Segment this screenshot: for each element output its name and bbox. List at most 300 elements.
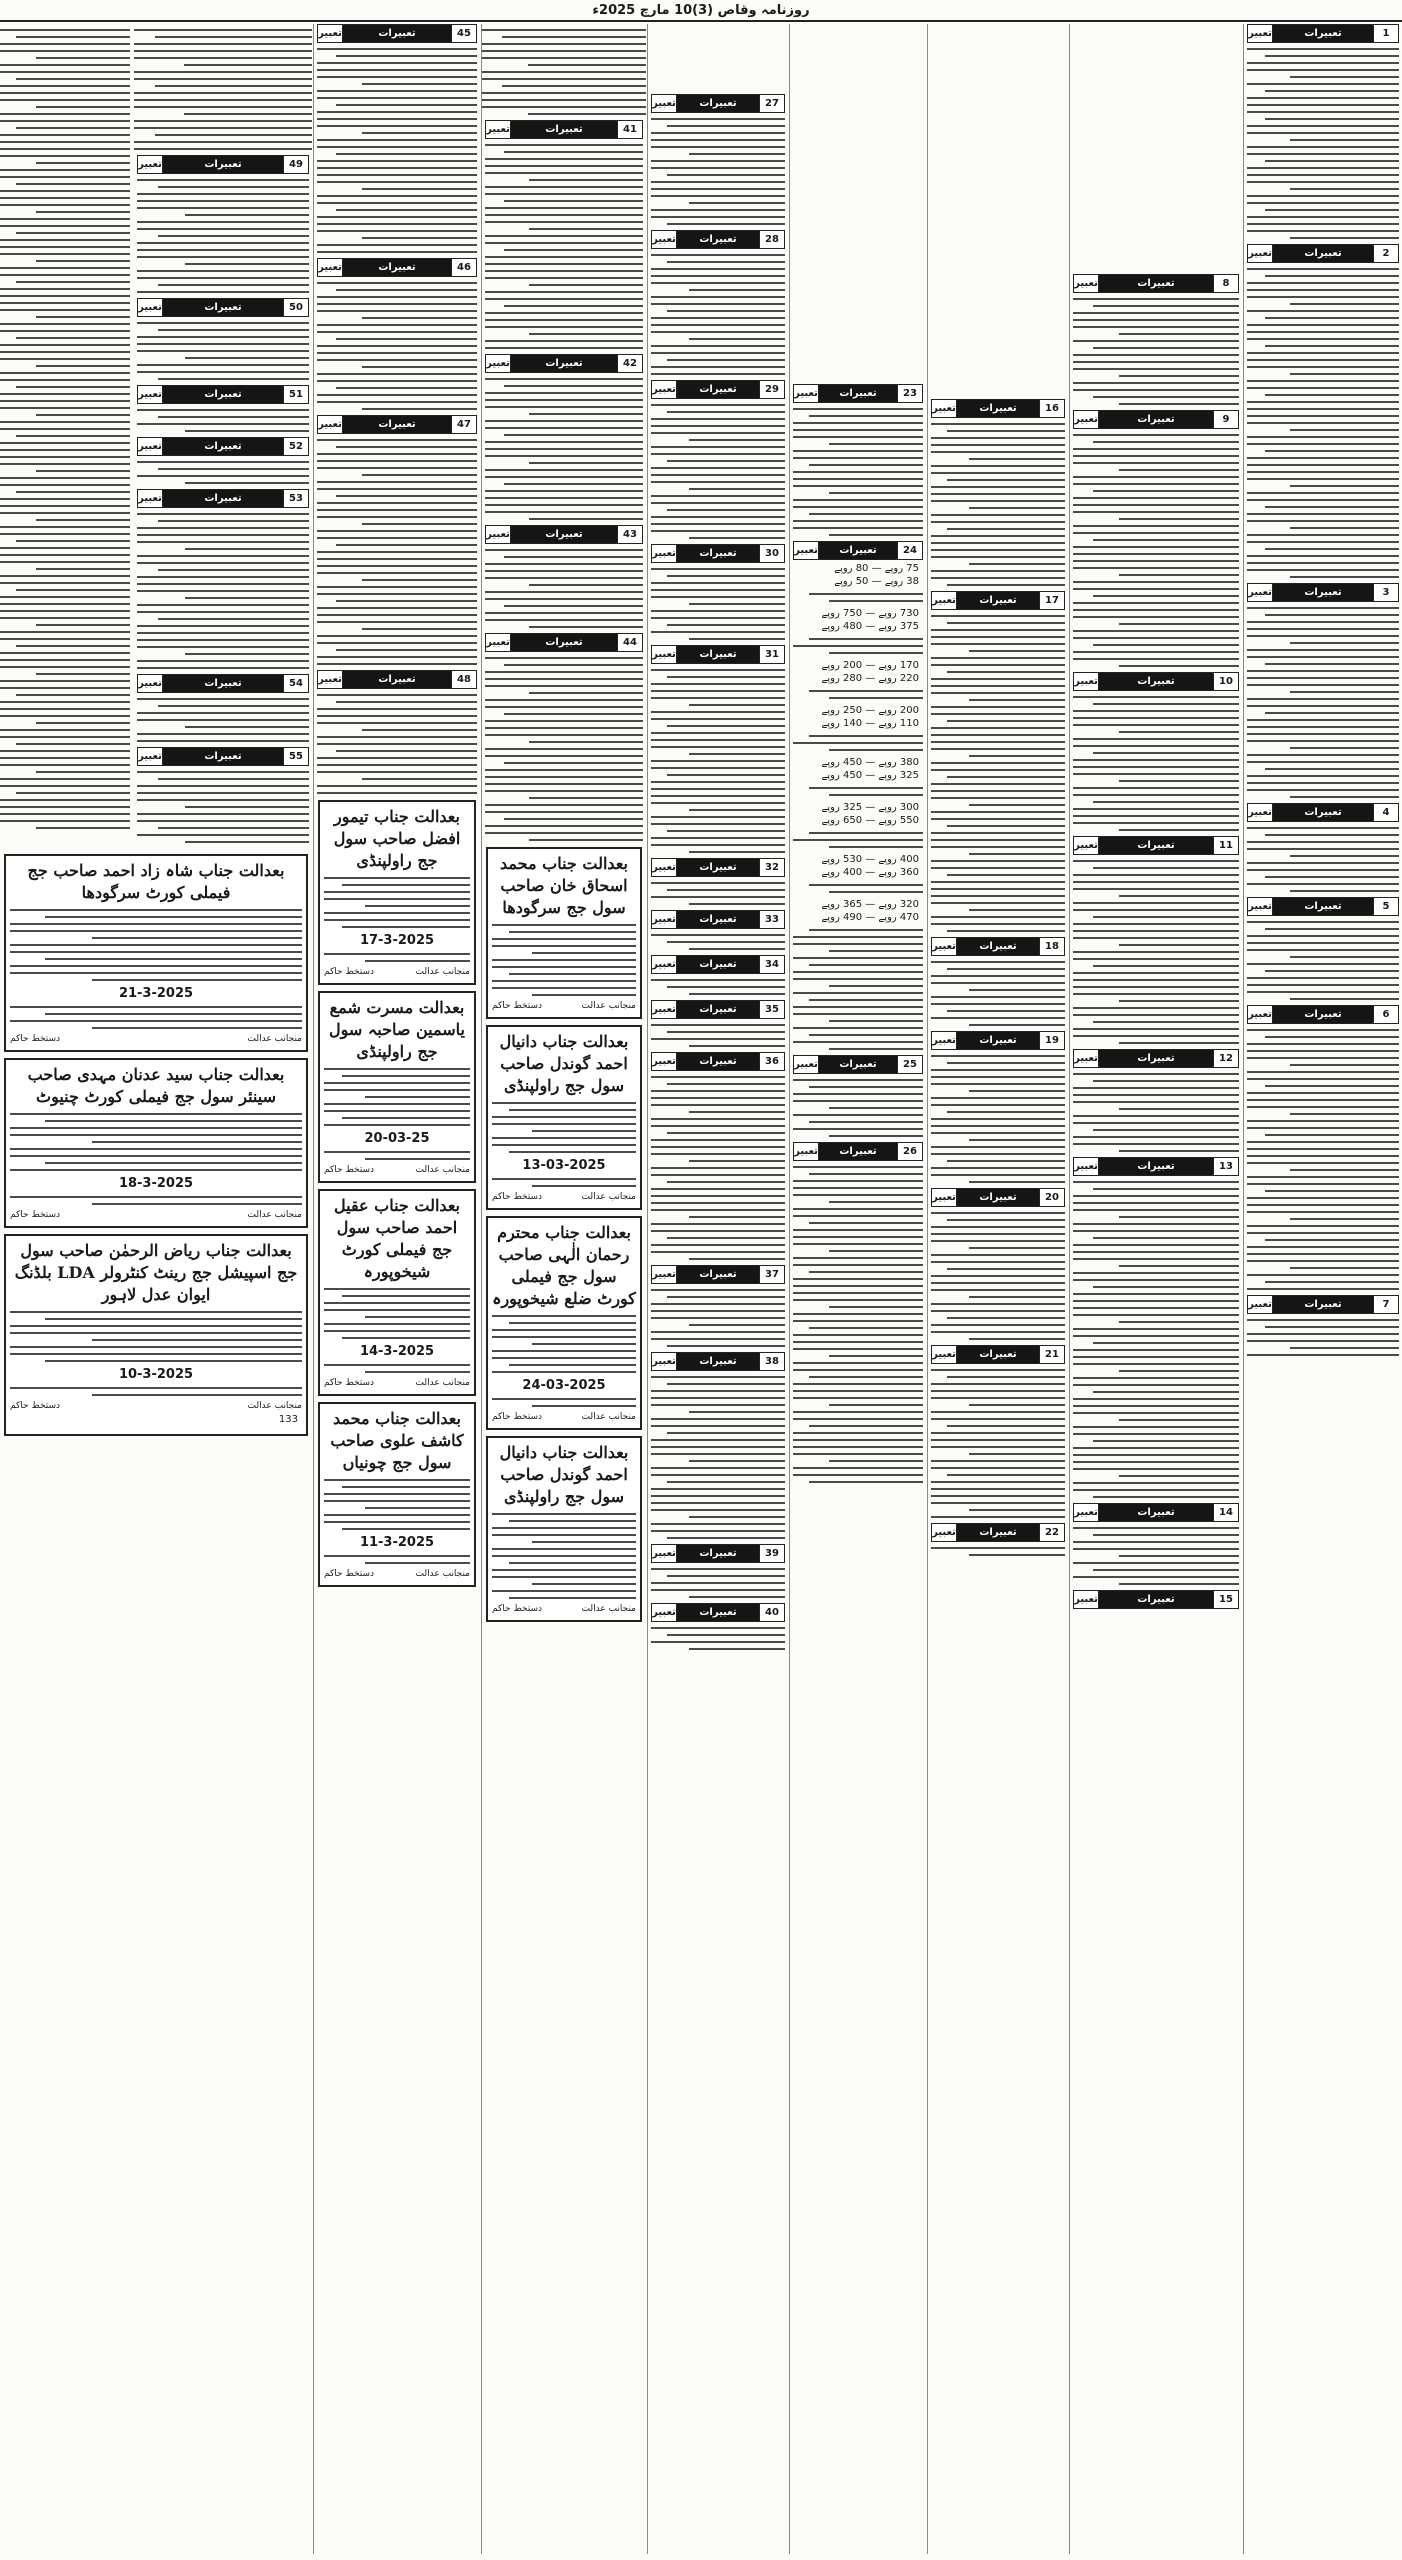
court-title: بعدالت جناب عقیل احمد صاحب سول جج فیملی کورٹ شیخوپورہ	[334, 1196, 460, 1281]
notice-mark: تعبیر	[794, 1143, 819, 1160]
notice-title: تعبیرات	[677, 1353, 759, 1370]
court-stamp: منجانب عدالت	[415, 1378, 470, 1388]
notice-title: تعبیرات	[511, 121, 617, 138]
notice-mark: تعبیر	[138, 299, 163, 316]
notice-title: تعبیرات	[677, 1266, 759, 1283]
notice-number: 19	[1039, 1032, 1064, 1049]
notice-title: تعبیرات	[1099, 411, 1213, 428]
notice-mark: تعبیر	[138, 490, 163, 507]
court-notice	[486, 847, 642, 1019]
notice-title: تعبیرات	[677, 231, 759, 248]
notice-1	[1247, 24, 1399, 239]
notice-19	[931, 1031, 1065, 1183]
notice-mark: تعبیر	[1074, 1591, 1099, 1608]
notice-24	[793, 541, 923, 1050]
notice-title: تعبیرات	[343, 25, 451, 42]
notice-mark: تعبیر	[652, 1604, 677, 1621]
notice-title: تعبیرات	[1273, 898, 1373, 915]
column-a	[1243, 24, 1402, 2554]
notice-mark: تعبیر	[1248, 898, 1273, 915]
notice-title: تعبیرات	[1273, 245, 1373, 262]
notice-mark: تعبیر	[138, 438, 163, 455]
court-stamp: منجانب عدالت	[415, 967, 470, 977]
notice-number: 27	[759, 95, 784, 112]
notice-title: تعبیرات	[677, 381, 759, 398]
notice-title: تعبیرات	[1099, 1050, 1213, 1067]
notice-mark: تعبیر	[1248, 584, 1273, 601]
notice-number: 21	[1039, 1346, 1064, 1363]
court-signature: دستخط حاکم	[324, 967, 375, 977]
notice-number: 26	[897, 1143, 922, 1160]
court-notice	[4, 1058, 308, 1228]
notice-number: 48	[451, 671, 476, 688]
price-row: 375 روپے — 480 روپے	[821, 621, 919, 632]
notice-9	[1073, 410, 1239, 667]
notice-number: 30	[759, 545, 784, 562]
notice-number: 9	[1213, 411, 1238, 428]
notice-title: تعبیرات	[511, 355, 617, 372]
notice-13	[1073, 1157, 1239, 1498]
notice-title: تعبیرات	[343, 416, 451, 433]
price-row: 325 روپے — 450 روپے	[821, 770, 919, 781]
notice-number: 51	[283, 386, 308, 403]
notice-title: تعبیرات	[677, 545, 759, 562]
notice-number: 17	[1039, 592, 1064, 609]
notice-title: تعبیرات	[163, 490, 283, 507]
notice-number: 35	[759, 1001, 784, 1018]
notice-mark: تعبیر	[652, 646, 677, 663]
notice-49	[137, 155, 309, 293]
notice-12	[1073, 1049, 1239, 1152]
price-row: 400 روپے — 530 روپے	[821, 854, 919, 865]
notice-number: 31	[759, 646, 784, 663]
notice-17	[931, 591, 1065, 932]
price-row: 550 روپے — 650 روپے	[821, 815, 919, 826]
notice-title: تعبیرات	[819, 542, 897, 559]
column-d	[789, 24, 926, 2554]
notice-title: تعبیرات	[819, 385, 897, 402]
notice-41	[485, 120, 643, 349]
column-b	[1069, 24, 1242, 2554]
court-title: بعدالت مسرت شمع یاسمین صاحبہ سول جج راولپنڈی	[329, 998, 465, 1061]
court-title: بعدالت جناب ریاض الرحمٰن صاحب سول جج اسپیشل جج رینٹ کنٹرولر LDA بلڈنگ ایوان عدل لاہور	[14, 1241, 298, 1304]
notice-mark: تعبیر	[652, 1001, 677, 1018]
court-signature: دستخط حاکم	[324, 1378, 375, 1388]
notice-number: 4	[1373, 804, 1398, 821]
notice-number: 29	[759, 381, 784, 398]
court-title: بعدالت جناب سید عدنان مہدی صاحب سینئر سول جج فیملی کورٹ چنیوٹ	[27, 1065, 285, 1106]
notice-number: 52	[283, 438, 308, 455]
notice-number: 45	[451, 25, 476, 42]
column-c	[927, 24, 1068, 2554]
hearing-date: 11-3-2025	[359, 1535, 435, 1550]
notice-number: 33	[759, 911, 784, 928]
court-stamp: منجانب عدالت	[247, 1034, 302, 1044]
notice-number: 12	[1213, 1050, 1238, 1067]
notice-number: 10	[1213, 673, 1238, 690]
notice-number: 32	[759, 859, 784, 876]
notice-number: 6	[1373, 1006, 1398, 1023]
notice-mark: تعبیر	[1248, 1296, 1273, 1313]
notice-title: تعبیرات	[677, 1001, 759, 1018]
notice-43	[485, 525, 643, 628]
notice-mark: تعبیر	[486, 634, 511, 651]
column-h-notices	[134, 24, 312, 848]
notice-number: 40	[759, 1604, 784, 1621]
notice-mark: تعبیر	[486, 526, 511, 543]
court-notice	[318, 800, 476, 985]
notice-title: تعبیرات	[1099, 275, 1213, 292]
notice-number: 43	[617, 526, 642, 543]
notice-title: تعبیرات	[677, 646, 759, 663]
price-row: 300 روپے — 325 روپے	[821, 802, 919, 813]
notice-10	[1073, 672, 1239, 831]
notice-27	[651, 94, 785, 225]
notice-title: تعبیرات	[511, 634, 617, 651]
notice-mark: تعبیر	[652, 1266, 677, 1283]
hearing-date: 10-3-2025	[118, 1367, 194, 1382]
notice-number: 2	[1373, 245, 1398, 262]
court-title: بعدالت جناب دانیال احمد گوندل صاحب سول جج راولپنڈی	[499, 1032, 629, 1095]
notice-mark: تعبیر	[652, 1053, 677, 1070]
court-stamp: منجانب عدالت	[581, 1001, 636, 1011]
notice-48	[317, 670, 477, 794]
notice-mark: تعبیر	[932, 400, 957, 417]
notice-37	[651, 1265, 785, 1347]
court-signature: دستخط حاکم	[10, 1401, 61, 1411]
price-row: 380 روپے — 450 روپے	[821, 757, 919, 768]
notice-20	[931, 1188, 1065, 1340]
notice-39	[651, 1544, 785, 1598]
court-stamp: منجانب عدالت	[581, 1412, 636, 1422]
notice-mark: تعبیر	[1248, 25, 1273, 42]
notice-title: تعبیرات	[1273, 1006, 1373, 1023]
court-notice	[4, 1234, 308, 1436]
notice-mark: تعبیر	[138, 386, 163, 403]
column-h-side	[0, 24, 130, 834]
column-e	[647, 24, 788, 2554]
notice-7	[1247, 1295, 1399, 1356]
court-signature: دستخط حاکم	[492, 1192, 543, 1202]
notice-title: تعبیرات	[957, 1189, 1039, 1206]
notice-31	[651, 645, 785, 853]
notice-mark: تعبیر	[1248, 1006, 1273, 1023]
notice-title: تعبیرات	[957, 938, 1039, 955]
notice-number: 13	[1213, 1158, 1238, 1175]
notice-number: 38	[759, 1353, 784, 1370]
notice-mark: تعبیر	[652, 1353, 677, 1370]
notice-title: تعبیرات	[677, 95, 759, 112]
notice-52	[137, 437, 309, 484]
footer-code: 133	[278, 1414, 298, 1425]
notice-mark: تعبیر	[1074, 1050, 1099, 1067]
court-title: بعدالت جناب شاہ زاد احمد صاحب جج فیملی کورٹ سرگودھا	[27, 861, 285, 902]
notice-title: تعبیرات	[677, 859, 759, 876]
notice-number: 42	[617, 355, 642, 372]
notice-22	[931, 1523, 1065, 1556]
column-g	[313, 24, 480, 2554]
column-f	[481, 24, 646, 2554]
court-stamp: منجانب عدالت	[415, 1569, 470, 1579]
notice-title: تعبیرات	[511, 526, 617, 543]
notice-number: 55	[283, 748, 308, 765]
notice-mark: تعبیر	[932, 938, 957, 955]
notice-title: تعبیرات	[1099, 1591, 1213, 1608]
notice-8	[1073, 274, 1239, 405]
notice-33	[651, 910, 785, 950]
notice-mark: تعبیر	[932, 592, 957, 609]
court-signature: دستخط حاکم	[10, 1034, 61, 1044]
notice-mark: تعبیر	[652, 1545, 677, 1562]
notice-mark: تعبیر	[652, 381, 677, 398]
notice-number: 24	[897, 542, 922, 559]
price-list	[793, 562, 923, 1050]
notice-title: تعبیرات	[1099, 1504, 1213, 1521]
notice-mark: تعبیر	[652, 231, 677, 248]
court-stamp: منجانب عدالت	[581, 1192, 636, 1202]
notice-number: 46	[451, 259, 476, 276]
notice-mark: تعبیر	[138, 748, 163, 765]
court-stamp: منجانب عدالت	[415, 1165, 470, 1175]
notice-mark: تعبیر	[318, 671, 343, 688]
notice-mark: تعبیر	[932, 1346, 957, 1363]
court-notice	[4, 854, 308, 1052]
hearing-date: 24-03-2025	[522, 1378, 606, 1393]
notice-3	[1247, 583, 1399, 798]
hearing-date: 14-3-2025	[359, 1344, 435, 1359]
notice-title: تعبیرات	[957, 592, 1039, 609]
notice-number: 23	[897, 385, 922, 402]
notice-53	[137, 489, 309, 669]
notice-44	[485, 633, 643, 841]
hearing-date: 17-3-2025	[359, 933, 435, 948]
notice-26	[793, 1142, 923, 1483]
notice-mark: تعبیر	[318, 25, 343, 42]
notice-title: تعبیرات	[677, 1604, 759, 1621]
notice-mark: تعبیر	[318, 416, 343, 433]
notice-mark: تعبیر	[1074, 1504, 1099, 1521]
price-row: 470 روپے — 490 روپے	[821, 912, 919, 923]
notice-title: تعبیرات	[677, 911, 759, 928]
notice-mark: تعبیر	[1248, 804, 1273, 821]
court-signature: دستخط حاکم	[324, 1569, 375, 1579]
price-row: 360 روپے — 400 روپے	[821, 867, 919, 878]
notice-55	[137, 747, 309, 843]
notice-16	[931, 399, 1065, 586]
notice-11	[1073, 836, 1239, 1044]
notice-4	[1247, 803, 1399, 892]
notice-title: تعبیرات	[1099, 1158, 1213, 1175]
hearing-date: 21-3-2025	[118, 986, 194, 1001]
notice-mark: تعبیر	[652, 911, 677, 928]
notice-title: تعبیرات	[957, 1346, 1039, 1363]
notice-title: تعبیرات	[957, 1032, 1039, 1049]
notice-title: تعبیرات	[957, 1524, 1039, 1541]
court-title: بعدالت جناب محترم رحمان الٰہی صاحب سول جج فیملی کورٹ ضلع شیخوپورہ	[492, 1223, 636, 1308]
notice-mark: تعبیر	[1074, 1158, 1099, 1175]
notice-number: 20	[1039, 1189, 1064, 1206]
notice-18	[931, 937, 1065, 1026]
court-stamp: منجانب عدالت	[247, 1210, 302, 1220]
notice-number: 50	[283, 299, 308, 316]
notice-title: تعبیرات	[677, 1545, 759, 1562]
price-row: 38 روپے — 50 روپے	[834, 576, 919, 587]
notice-54	[137, 674, 309, 742]
notice-mark: تعبیر	[652, 859, 677, 876]
notice-title: تعبیرات	[163, 748, 283, 765]
notice-42	[485, 354, 643, 520]
notice-45	[317, 24, 477, 253]
notice-mark: تعبیر	[486, 121, 511, 138]
column-h	[0, 24, 312, 2554]
notice-title: تعبیرات	[1273, 584, 1373, 601]
notice-mark: تعبیر	[794, 1056, 819, 1073]
notice-title: تعبیرات	[819, 1056, 897, 1073]
notice-28	[651, 230, 785, 375]
notice-51	[137, 385, 309, 432]
notice-21	[931, 1345, 1065, 1518]
court-notice	[486, 1025, 642, 1210]
notice-number: 14	[1213, 1504, 1238, 1521]
notice-mark: تعبیر	[1074, 837, 1099, 854]
court-notice	[486, 1436, 642, 1622]
notice-number: 8	[1213, 275, 1238, 292]
notice-mark: تعبیر	[652, 956, 677, 973]
notice-36	[651, 1052, 785, 1260]
price-row: 220 روپے — 280 روپے	[821, 673, 919, 684]
court-signature: دستخط حاکم	[324, 1165, 375, 1175]
notice-number: 11	[1213, 837, 1238, 854]
notice-title: تعبیرات	[163, 438, 283, 455]
notice-title: تعبیرات	[163, 156, 283, 173]
notice-number: 44	[617, 634, 642, 651]
notice-number: 53	[283, 490, 308, 507]
notice-30	[651, 544, 785, 640]
notice-number: 37	[759, 1266, 784, 1283]
notice-mark: تعبیر	[932, 1189, 957, 1206]
notice-mark: تعبیر	[652, 545, 677, 562]
notice-number: 25	[897, 1056, 922, 1073]
notice-50	[137, 298, 309, 380]
court-title: بعدالت جناب محمد کاشف علوی صاحب سول جج چونیاں	[330, 1409, 464, 1472]
notice-number: 28	[759, 231, 784, 248]
hearing-date: 20-03-25	[364, 1131, 430, 1146]
notice-mark: تعبیر	[932, 1032, 957, 1049]
price-row: 170 روپے — 200 روپے	[821, 660, 919, 671]
court-notice	[318, 1402, 476, 1587]
court-title: بعدالت جناب دانیال احمد گوندل صاحب سول جج راولپنڈی	[499, 1443, 629, 1506]
price-row: 110 روپے — 140 روپے	[821, 718, 919, 729]
notice-25	[793, 1055, 923, 1137]
notice-number: 34	[759, 956, 784, 973]
price-row: 200 روپے — 250 روپے	[821, 705, 919, 716]
notice-number: 36	[759, 1053, 784, 1070]
notice-40	[651, 1603, 785, 1650]
notice-mark: تعبیر	[318, 259, 343, 276]
notice-number: 49	[283, 156, 308, 173]
court-signature: دستخط حاکم	[492, 1604, 543, 1614]
notice-mark: تعبیر	[1074, 673, 1099, 690]
notice-15	[1073, 1590, 1239, 1609]
notice-number: 47	[451, 416, 476, 433]
notice-number: 39	[759, 1545, 784, 1562]
notice-46	[317, 258, 477, 410]
court-notice	[318, 991, 476, 1183]
masthead: روزنامہ وقاص (3)10 مارچ 2025ء	[0, 0, 1402, 22]
court-stamp: منجانب عدالت	[247, 1401, 302, 1411]
court-notice	[486, 1216, 642, 1430]
notice-mark: تعبیر	[138, 156, 163, 173]
notice-number: 18	[1039, 938, 1064, 955]
notice-35	[651, 1000, 785, 1047]
hearing-date: 18-3-2025	[118, 1176, 194, 1191]
notice-title: تعبیرات	[1273, 804, 1373, 821]
notice-title: تعبیرات	[819, 1143, 897, 1160]
notice-6	[1247, 1005, 1399, 1290]
notice-title: تعبیرات	[677, 956, 759, 973]
notice-29	[651, 380, 785, 539]
notice-title: تعبیرات	[677, 1053, 759, 1070]
notice-number: 5	[1373, 898, 1398, 915]
notice-number: 22	[1039, 1524, 1064, 1541]
notice-mark: تعبیر	[932, 1524, 957, 1541]
notice-2	[1247, 244, 1399, 578]
notice-mark: تعبیر	[794, 385, 819, 402]
court-stamp: منجانب عدالت	[581, 1604, 636, 1614]
notice-number: 15	[1213, 1591, 1238, 1608]
court-title: بعدالت جناب تیمور افضل صاحب سول جج راولپنڈی	[333, 807, 461, 870]
notice-mark: تعبیر	[1074, 411, 1099, 428]
notice-47	[317, 415, 477, 665]
notice-title: تعبیرات	[957, 400, 1039, 417]
notice-number: 3	[1373, 584, 1398, 601]
notice-32	[651, 858, 785, 905]
notice-title: تعبیرات	[163, 299, 283, 316]
notice-number: 7	[1373, 1296, 1398, 1313]
notice-mark: تعبیر	[1074, 275, 1099, 292]
notice-title: تعبیرات	[163, 386, 283, 403]
notice-mark: تعبیر	[1248, 245, 1273, 262]
court-signature: دستخط حاکم	[10, 1210, 61, 1220]
notice-5	[1247, 897, 1399, 1000]
notice-mark: تعبیر	[486, 355, 511, 372]
notice-mark: تعبیر	[794, 542, 819, 559]
notice-34	[651, 955, 785, 995]
notice-title: تعبیرات	[1273, 25, 1373, 42]
court-signature: دستخط حاکم	[492, 1412, 543, 1422]
hearing-date: 13-03-2025	[522, 1158, 606, 1173]
court-title: بعدالت جناب محمد اسحاق خان صاحب سول جج سرگودھا	[500, 854, 628, 917]
notice-mark: تعبیر	[138, 675, 163, 692]
notice-title: تعبیرات	[163, 675, 283, 692]
notice-title: تعبیرات	[1099, 673, 1213, 690]
notice-title: تعبیرات	[343, 259, 451, 276]
notice-number: 54	[283, 675, 308, 692]
price-row: 730 روپے — 750 روپے	[821, 608, 919, 619]
court-notice	[318, 1189, 476, 1396]
notice-38	[651, 1352, 785, 1539]
notice-number: 1	[1373, 25, 1398, 42]
price-row: 75 روپے — 80 روپے	[834, 563, 919, 574]
court-signature: دستخط حاکم	[492, 1001, 543, 1011]
price-row: 320 روپے — 365 روپے	[821, 899, 919, 910]
notice-title: تعبیرات	[343, 671, 451, 688]
notice-14	[1073, 1503, 1239, 1585]
notice-23	[793, 384, 923, 536]
notice-title: تعبیرات	[1099, 837, 1213, 854]
notice-number: 16	[1039, 400, 1064, 417]
notice-mark: تعبیر	[652, 95, 677, 112]
